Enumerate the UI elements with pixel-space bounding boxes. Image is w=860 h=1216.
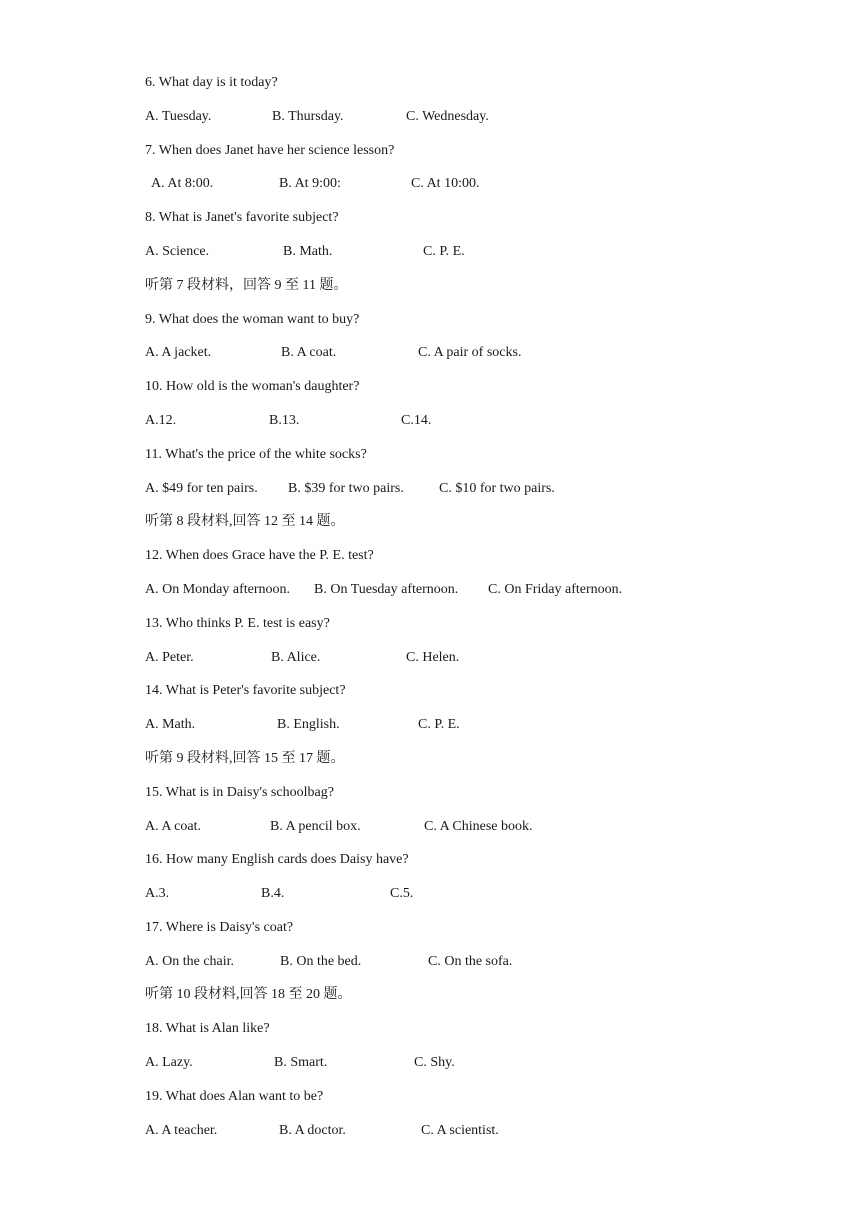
- option-a: A.12.: [145, 413, 177, 428]
- option-b: B. At 9:00:: [279, 176, 341, 191]
- option-a: A. Lazy.: [145, 1055, 193, 1070]
- option-b: B.13.: [269, 413, 300, 428]
- question-12: 12. When does Grace have the P. E. test?: [145, 548, 374, 563]
- option-b: B. Math.: [283, 244, 333, 259]
- option-b: B.4.: [261, 886, 285, 901]
- section-10-instruction: 听第 10 段材料,回答 18 至 20 题。: [145, 987, 352, 1002]
- option-b: B. Alice.: [271, 650, 321, 665]
- question-9: 9. What does the woman want to buy?: [145, 312, 360, 327]
- option-b: B. On the bed.: [280, 954, 362, 969]
- question-18: 18. What is Alan like?: [145, 1021, 270, 1036]
- option-b: B. A pencil box.: [270, 819, 361, 834]
- question-19: 19. What does Alan want to be?: [145, 1089, 324, 1104]
- question-16: 16. How many English cards does Daisy have?: [145, 852, 409, 867]
- option-b: B. On Tuesday afternoon.: [314, 582, 459, 597]
- option-c: C. A pair of socks.: [418, 345, 522, 360]
- option-a: A. $49 for ten pairs.: [145, 481, 258, 496]
- section-7-instruction: 听第 7 段材料，回答 9 至 11 题。: [145, 278, 348, 293]
- option-c: C. A scientist.: [421, 1123, 499, 1138]
- question-14: 14. What is Peter's favorite subject?: [145, 683, 346, 698]
- option-c: C. P. E.: [423, 244, 465, 259]
- option-a: A. At 8:00.: [151, 176, 214, 191]
- option-a: A. Math.: [145, 717, 196, 732]
- option-a: A. A jacket.: [145, 345, 212, 360]
- option-a: A. A teacher.: [145, 1123, 218, 1138]
- question-13: 13. Who thinks P. E. test is easy?: [145, 616, 330, 631]
- option-c: C.5.: [390, 886, 414, 901]
- option-a: A. Peter.: [145, 650, 194, 665]
- option-c: C.14.: [401, 413, 432, 428]
- question-8: 8. What is Janet's favorite subject?: [145, 210, 339, 225]
- question-15: 15. What is in Daisy's schoolbag?: [145, 785, 334, 800]
- option-b: B. A coat.: [281, 345, 337, 360]
- option-c: C. $10 for two pairs.: [439, 481, 555, 496]
- option-a: A. Science.: [145, 244, 210, 259]
- option-c: C. Helen.: [406, 650, 460, 665]
- option-c: C. On Friday afternoon.: [488, 582, 623, 597]
- option-b: B. $39 for two pairs.: [288, 481, 404, 496]
- question-17: 17. Where is Daisy's coat?: [145, 920, 294, 935]
- option-c: C. On the sofa.: [428, 954, 513, 969]
- section-8-instruction: 听第 8 段材料,回答 12 至 14 题。: [145, 514, 345, 529]
- option-b: B. Thursday.: [272, 109, 344, 124]
- question-7: 7. When does Janet have her science lesson?: [145, 143, 395, 158]
- option-a: A. On Monday afternoon.: [145, 582, 291, 597]
- option-a: A.3.: [145, 886, 170, 901]
- option-a: A. A coat.: [145, 819, 201, 834]
- option-b: B. English.: [277, 717, 340, 732]
- question-6: 6. What day is it today?: [145, 75, 278, 90]
- question-11: 11. What's the price of the white socks?: [145, 447, 367, 462]
- option-b: B. A doctor.: [279, 1123, 346, 1138]
- question-10: 10. How old is the woman's daughter?: [145, 379, 360, 394]
- option-a: A. On the chair.: [145, 954, 235, 969]
- option-c: C. P. E.: [418, 717, 460, 732]
- option-c: C. Shy.: [414, 1055, 455, 1070]
- option-c: C. At 10:00.: [411, 176, 480, 191]
- section-9-instruction: 听第 9 段材料,回答 15 至 17 题。: [145, 751, 345, 766]
- option-b: B. Smart.: [274, 1055, 328, 1070]
- option-c: C. Wednesday.: [406, 109, 489, 124]
- option-a: A. Tuesday.: [145, 109, 212, 124]
- option-c: C. A Chinese book.: [424, 819, 533, 834]
